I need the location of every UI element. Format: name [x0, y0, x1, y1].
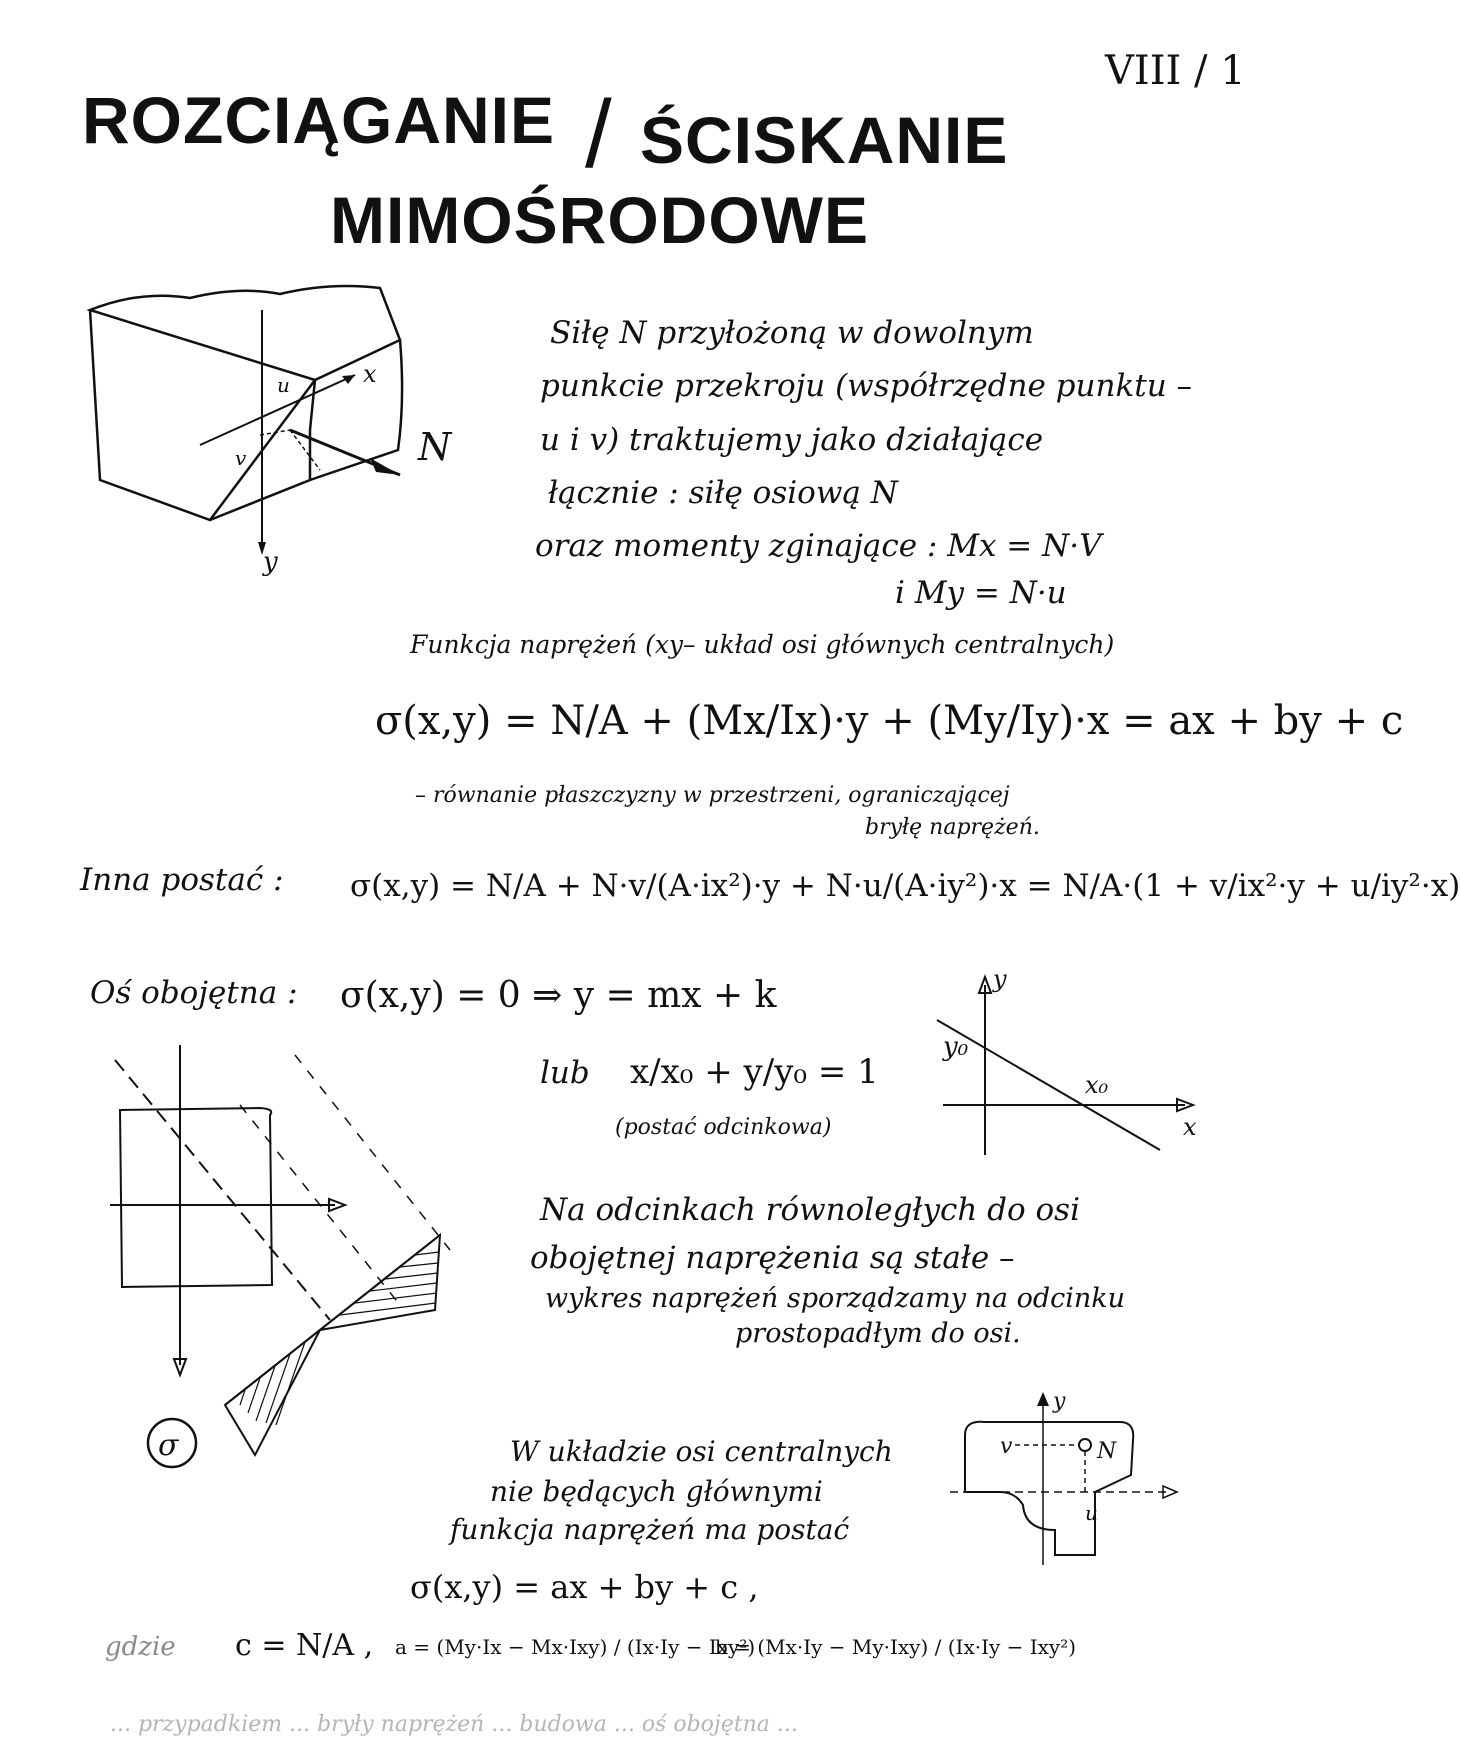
neutral-axis-graph	[925, 965, 1195, 1165]
other-form-label: Inna postać :	[80, 862, 284, 898]
axis-x-label: x	[363, 360, 377, 388]
central-note-1: W układzie osi centralnych	[510, 1435, 893, 1468]
intro-line-1: Siłę N przyłożoną w dowolnym	[550, 315, 1034, 351]
axis-y-label: y	[263, 547, 278, 577]
block-diagram	[80, 280, 500, 610]
parallel-note-4: prostopadłym do osi.	[735, 1318, 1021, 1349]
stress-function-note-2: bryłę naprężeń.	[865, 815, 1040, 840]
intro-line-5: oraz momenty zginające : Mx = N·V	[535, 528, 1102, 564]
formula-b: b = (Mx·Iy − My·Ixy) / (Ix·Iy − Ixy²)	[715, 1635, 1077, 1659]
title-separator: /	[585, 81, 613, 188]
section-u-label: u	[1085, 1501, 1098, 1525]
coord-u-label: u	[277, 373, 290, 397]
title-line1-left: ROZCIĄGANIE	[82, 83, 555, 157]
neutral-axis-equation: σ(x,y) = 0 ⇒ y = mx + k	[340, 975, 777, 1016]
section-v-label: v	[1000, 1434, 1013, 1459]
central-formula: σ(x,y) = ax + by + c ,	[410, 1568, 759, 1606]
graph-x-label: x	[1183, 1113, 1197, 1141]
stress-function-note-1: – równanie płaszczyzny w przestrzeni, ograniczającej	[415, 783, 1010, 808]
page-number: VIII / 1	[1105, 48, 1246, 94]
intercept-form: x/x₀ + y/y₀ = 1	[630, 1052, 879, 1092]
stress-function-formula: σ(x,y) = N/A + (Mx/Ix)·y + (My/Iy)·x = ax + by + c	[375, 698, 1404, 744]
central-note-3: funkcja naprężeń ma postać	[450, 1513, 850, 1546]
other-form-formula: σ(x,y) = N/A + N·v/(A·ix²)·y + N·u/(A·iy²)·x = N/A·(1 + v/ix²·y + u/iy²·x)	[350, 868, 1460, 904]
section-y-label: y	[1053, 1389, 1066, 1414]
section-N-label: N	[1097, 1439, 1117, 1464]
parallel-note-3: wykres naprężeń sporządzamy na odcinku	[545, 1283, 1126, 1314]
graph-x0-label: x₀	[1085, 1071, 1109, 1099]
neutral-axis-or: lub	[540, 1055, 590, 1091]
graph-y0-label: y₀	[943, 1032, 969, 1062]
force-N-label: N	[418, 425, 452, 469]
neutral-axis-label: Oś obojętna :	[90, 975, 298, 1011]
intro-line-2: punkcie przekroju (współrzędne punktu –	[540, 368, 1193, 404]
intercept-note: (postać odcinkowa)	[615, 1115, 832, 1140]
title-line1-right: ŚCISKANIE	[640, 103, 1009, 177]
title-line2: MIMOŚRODOWE	[330, 183, 869, 257]
parallel-note-2: obojętnej naprężenia są stałe –	[530, 1240, 1015, 1276]
stress-distribution-diagram	[100, 1045, 520, 1465]
formula-a: a = (My·Ix − Mx·Ixy) / (Ix·Iy − Ixy²)	[395, 1635, 756, 1659]
sigma-label: σ	[158, 1428, 179, 1463]
intro-line-4: łącznie : siłę osiową N	[548, 475, 898, 511]
intro-line-6: i My = N·u	[895, 575, 1067, 611]
central-note-2: nie będących głównymi	[490, 1475, 823, 1508]
parallel-note-1: Na odcinkach równoległych do osi	[540, 1192, 1081, 1228]
intro-line-3: u i v) traktujemy jako działające	[540, 422, 1044, 458]
stress-function-heading: Funkcja naprężeń (xy– układ osi głównych centralnych)	[410, 630, 1115, 659]
section-diagram	[945, 1380, 1185, 1570]
where-label: gdzie	[105, 1632, 176, 1662]
formula-c: c = N/A ,	[235, 1628, 374, 1663]
footer-faint-text: ... przypadkiem ... bryły naprężeń ... budowa ... oś obojętna ...	[110, 1712, 798, 1737]
coord-v-label: v	[235, 446, 247, 470]
graph-y-label: y	[993, 965, 1007, 993]
